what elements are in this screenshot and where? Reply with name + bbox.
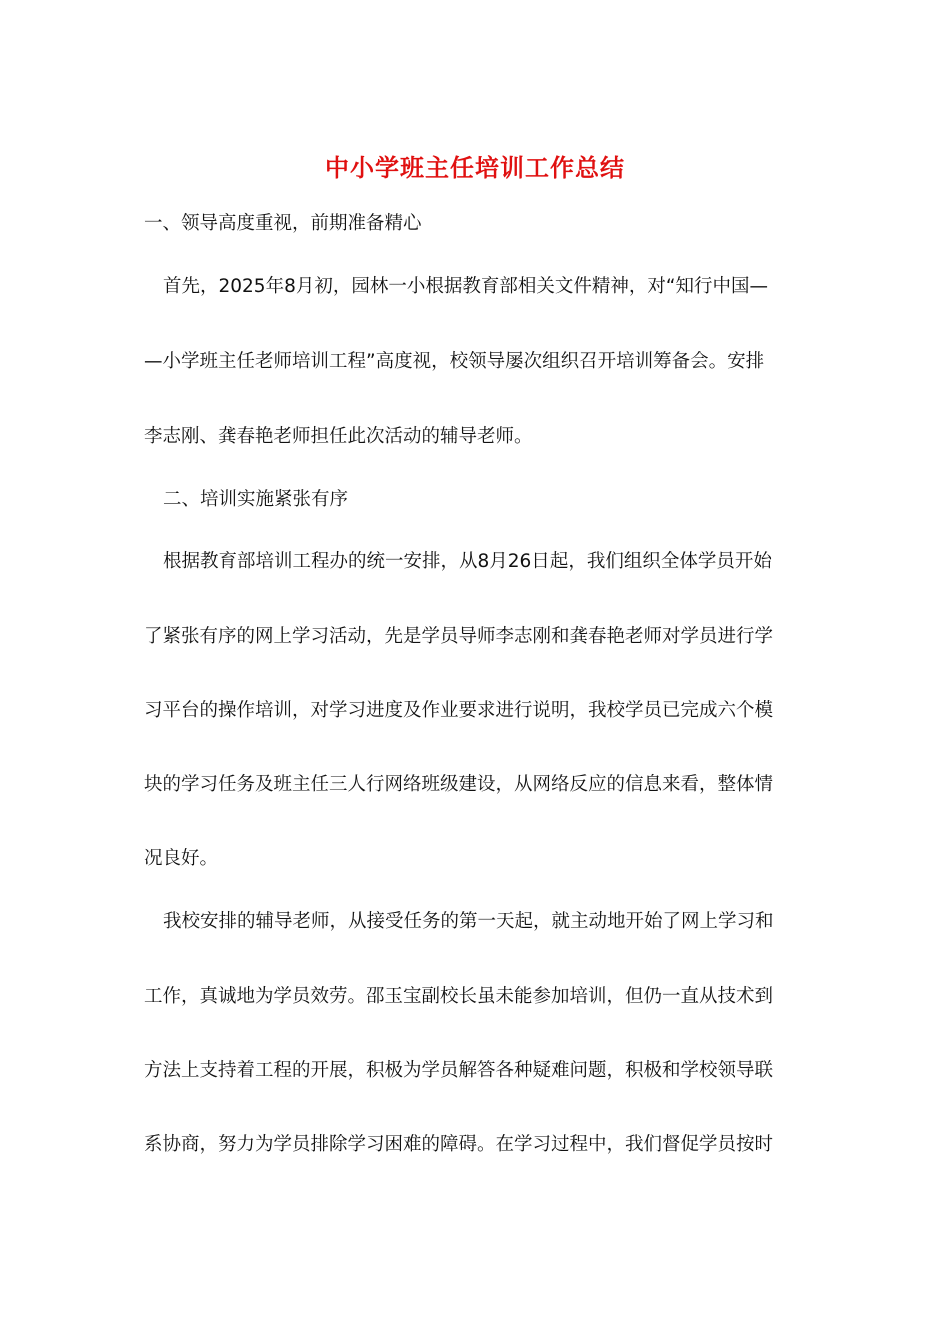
- section-heading-1: 一、领导高度重视，前期准备精心: [144, 213, 422, 234]
- paragraph-2-line-5: 况良好。: [144, 848, 219, 869]
- paragraph-2-line-2: 了紧张有序的网上学习活动，先是学员导师李志刚和龚春艳老师对学员进行学: [144, 626, 774, 647]
- paragraph-1-line-2: —小学班主任老师培训工程”高度视，校领导屡次组织召开培训筹备会。安排: [144, 351, 765, 372]
- paragraph-3-line-4: 系协商，努力为学员排除学习困难的障碍。在学习过程中，我们督促学员按时: [144, 1134, 774, 1155]
- paragraph-2-line-4: 块的学习任务及班主任三人行网络班级建设，从网络反应的信息来看，整体情: [144, 774, 774, 795]
- paragraph-2-line-3: 习平台的操作培训，对学习进度及作业要求进行说明，我校学员已完成六个模: [144, 700, 774, 721]
- paragraph-2-line-1: 根据教育部培训工程办的统一安排，从8月26日起，我们组织全体学员开始: [163, 551, 772, 572]
- section-heading-2: 二、培训实施紧张有序: [163, 489, 349, 510]
- paragraph-1-line-3: 李志刚、龚春艳老师担任此次活动的辅导老师。: [144, 426, 533, 447]
- paragraph-3-line-3: 方法上支持着工程的开展，积极为学员解答各种疑难问题，积极和学校领导联: [144, 1060, 774, 1081]
- paragraph-3-line-1: 我校安排的辅导老师，从接受任务的第一天起，就主动地开始了网上学习和: [163, 911, 774, 932]
- paragraph-3-line-2: 工作，真诚地为学员效劳。邵玉宝副校长虽未能参加培训，但仍一直从技术到: [144, 986, 774, 1007]
- paragraph-1-line-1: 首先，2025年8月初，园林一小根据教育部相关文件精神，对“知行中国—: [163, 276, 768, 297]
- document-title: 中小学班主任培训工作总结: [325, 153, 625, 182]
